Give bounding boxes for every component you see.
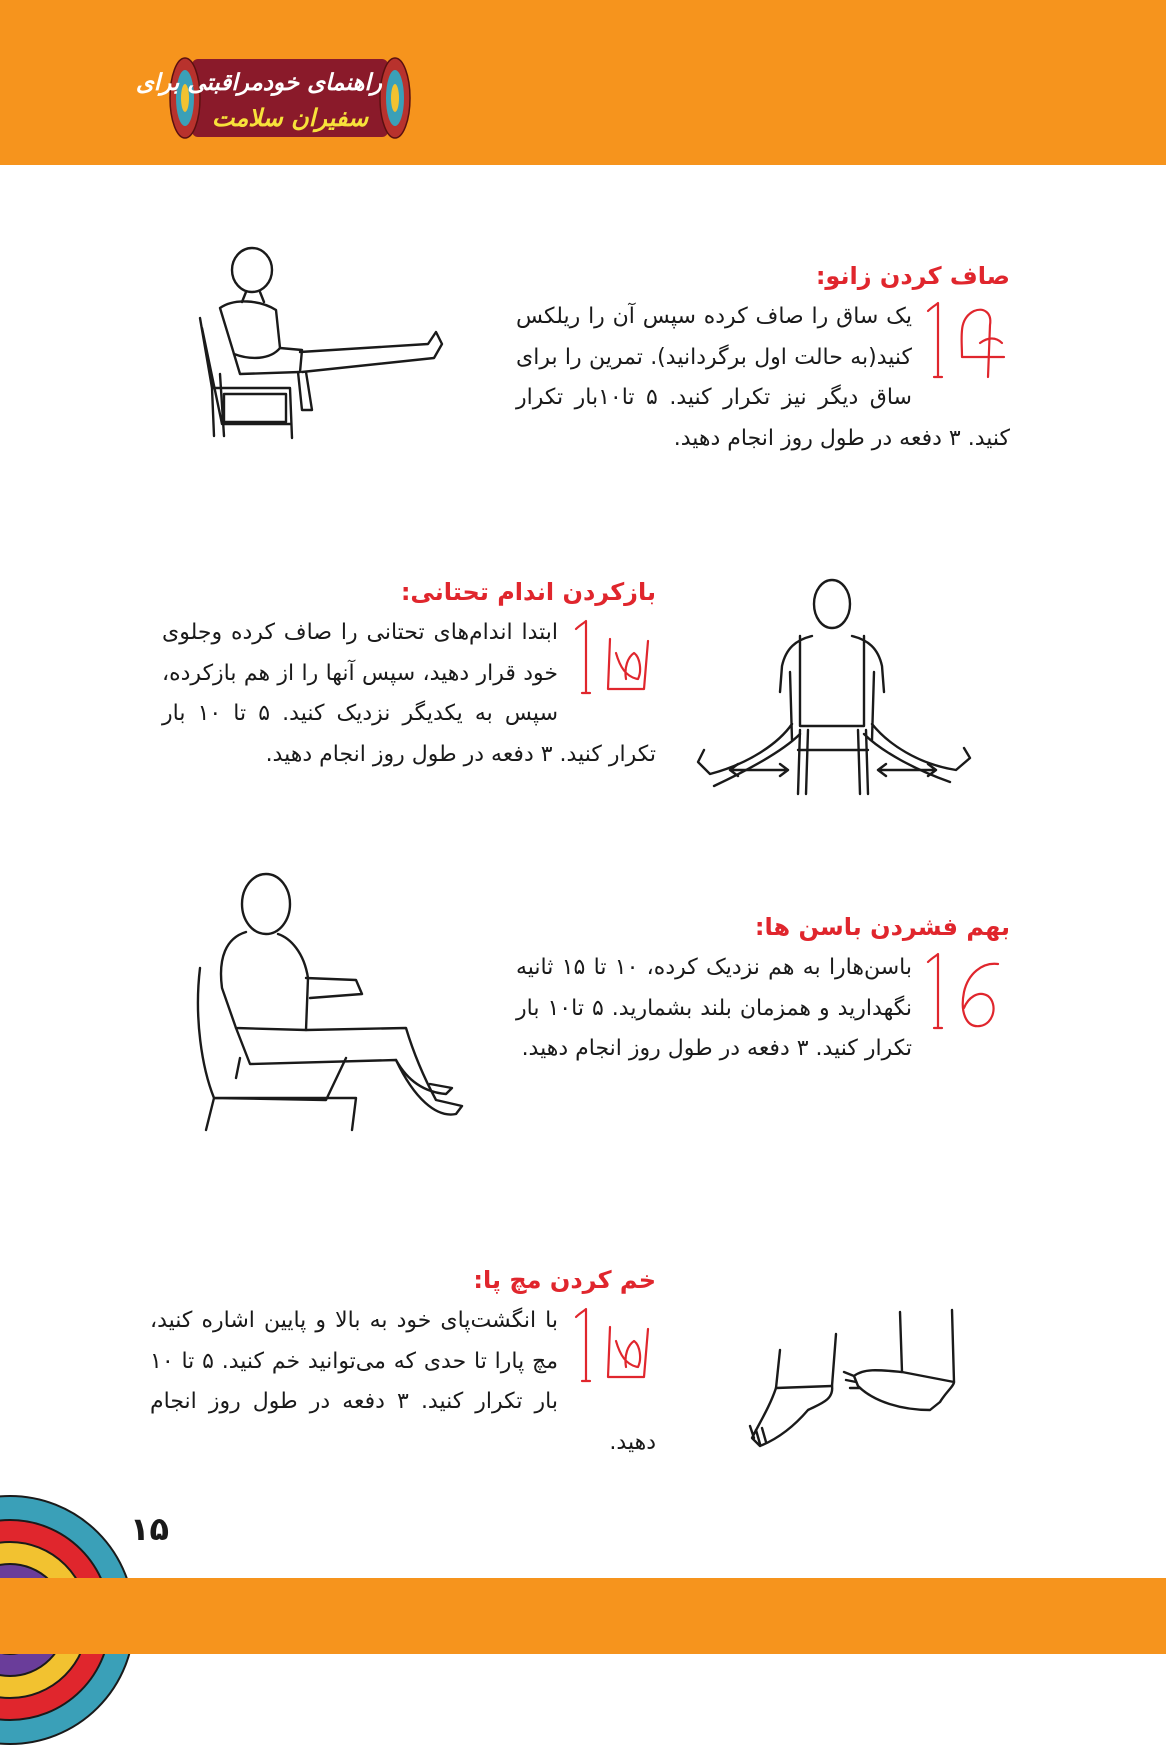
book-logo — [135, 55, 412, 141]
exercise-number-15 — [564, 613, 656, 699]
section-title: صاف کردن زانو: — [815, 262, 1010, 290]
section-text-block — [162, 613, 656, 775]
ankle-flex-illustration — [740, 1306, 960, 1456]
section-description: یک ساق را صاف کرده سپس آن را ریلکس کنید(به حالت اول برگردانید). تمرین را برای ساق دیگر نیز تکرار کنید. ۵ تا۱۰بار تکرار کنید. ۳ دفعه در طول روز انجام دهید. — [516, 304, 1010, 451]
logo-title-line1: راهنمای خودمراقبتی برای — [135, 69, 382, 96]
exercise-number-15-second — [564, 1301, 656, 1387]
logo-title-line2: سفیران سلامت — [211, 103, 369, 132]
leg-spreading-illustration — [688, 574, 988, 806]
knee-straightening-illustration — [190, 248, 460, 448]
page-number: ۱۵ — [130, 1510, 170, 1548]
svg-text:۱۵: ۱۵ — [562, 1302, 564, 1303]
svg-text:۱۴: ۱۴ — [916, 298, 918, 299]
section-text-block — [516, 297, 1010, 459]
svg-text:۱۶: ۱۶ — [916, 949, 918, 950]
ornament-icon — [168, 55, 202, 141]
exercise-number-16 — [918, 948, 1010, 1034]
section-title: بازکردن اندام تحتانی: — [400, 578, 656, 606]
buttock-squeeze-illustration — [186, 868, 496, 1138]
section-title: خم کردن مچ پا: — [473, 1266, 656, 1294]
section-description: ابتدا اندام‌های تحتانی را صاف کرده وجلوی خود قرار دهید، سپس آنها را از هم بازکرده، سپس به یکدیگر نزدیک کنید. ۵ تا ۱۰ بار تکرار کنید. ۳ دفعه در طول روز انجام دهید. — [162, 620, 656, 767]
ornament-icon — [378, 55, 412, 141]
exercise-number-14 — [918, 297, 1010, 383]
svg-text:۱۵: ۱۵ — [562, 614, 564, 615]
section-description: با انگشت‌پای خود به بالا و پایین اشاره کنید، مچ پارا تا حدی که می‌توانید خم کنید. ۵ تا ۱۰ بار تکرار کنید. ۳ دفعه در طول روز انجام دهید. — [150, 1308, 656, 1455]
section-text-block — [150, 1301, 656, 1463]
section-title: بهم فشردن باسن ها: — [754, 913, 1010, 941]
section-description: باسن‌هارا به هم نزدیک کرده، ۱۰ تا ۱۵ ثانیه نگهدارید و همزمان بلند بشمارید. ۵ تا۱۰ بار تکرار کنید. ۳ دفعه در طول روز انجام دهید. — [516, 955, 912, 1061]
section-text-block — [516, 948, 1010, 1070]
footer-band — [0, 1578, 1166, 1654]
